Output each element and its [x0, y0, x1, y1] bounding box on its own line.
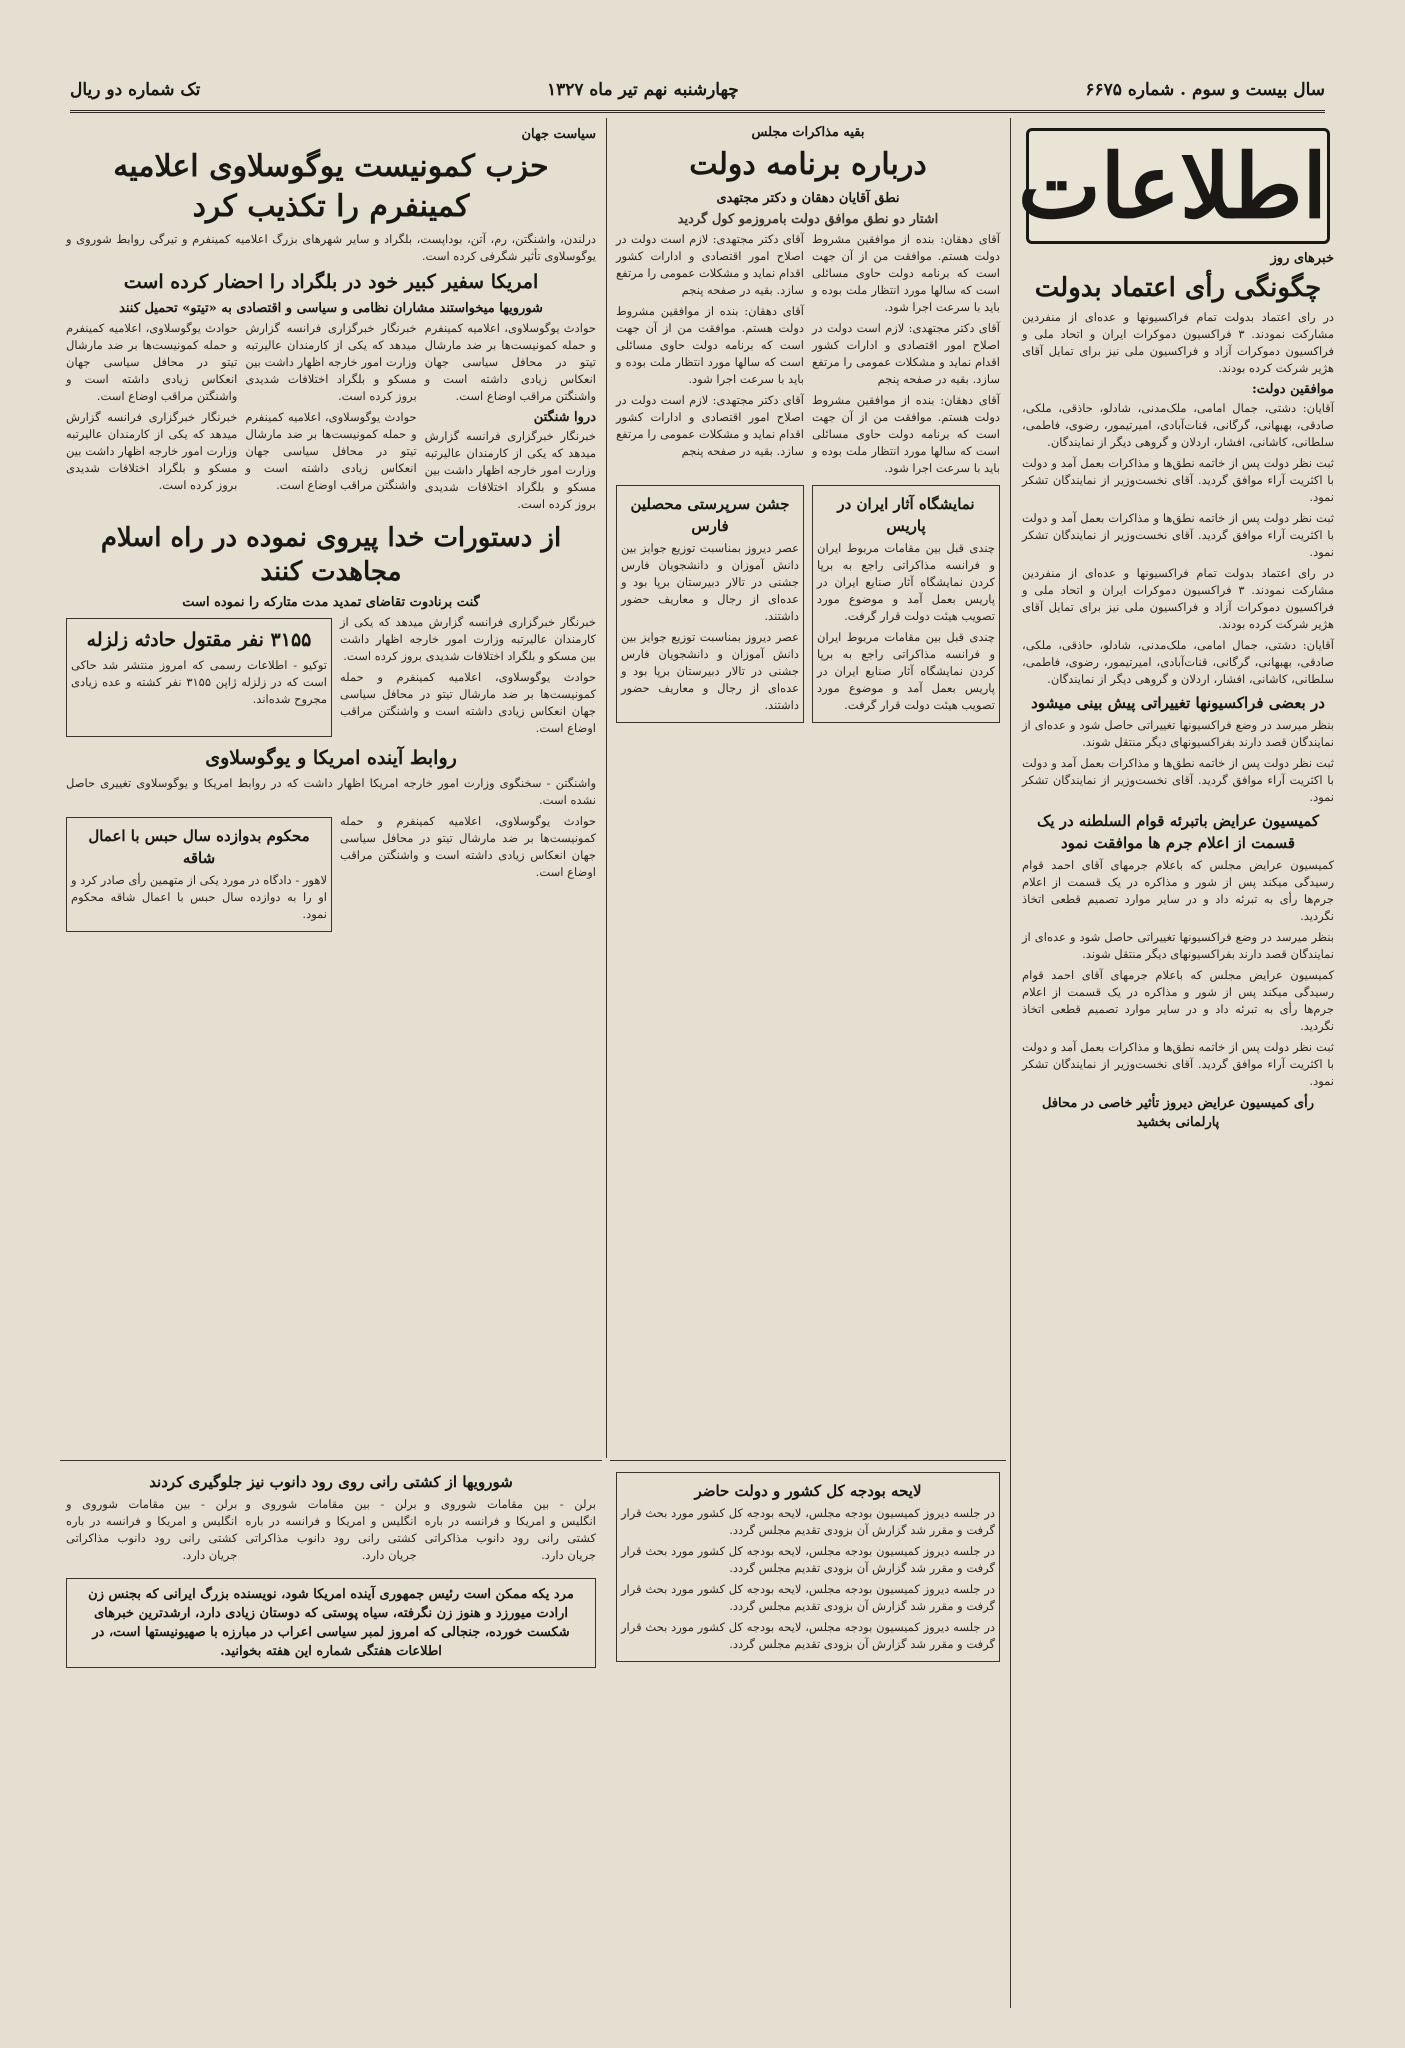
news-box	[66, 817, 332, 932]
box-body: در جلسه دیروز کمیسیون بودجه مجلس، لایحه بودجه کل کشور مورد بحث قرار گرفت و مقرر شد گزارش آن بزودی تقدیم مجلس گردد.	[621, 1506, 995, 1537]
issue-number: سال بیست و سوم . شماره ۶۶۷۵	[1085, 80, 1325, 100]
article-body: ثبت نظر دولت پس از خاتمه نطق‌ها و مذاکرات بعمل آمد و دولت با اکثریت آراء موافق گردید. آقای نخست‌وزیر از نمایندگان تشکر نمود.	[1022, 1040, 1334, 1088]
article-body: آقای دهقان: بنده از موافقین مشروط دولت هستم. موافقت من از آن جهت است که برنامه دولت حاوی مسائلی است که سالها مورد انتظار ملت بوده و باید با سرعت اجرا شود.	[812, 232, 1000, 314]
closing-line: رأی کمیسیون عرایض دیروز تأثیر خاصی در محافل پارلمانی بخشید	[1042, 1096, 1314, 1130]
box-body: در جلسه دیروز کمیسیون بودجه مجلس، لایحه بودجه کل کشور مورد بحث قرار گرفت و مقرر شد گزارش آن بزودی تقدیم مجلس گردد.	[621, 1582, 995, 1613]
news-box	[616, 1472, 1000, 1662]
article-body: آقای دکتر مجتهدی: لازم است دولت در اصلاح امور اقتصادی و ادارات کشور اقدام نماید و مشکلات عمومی را مرتفع سازد. بقیه در صفحه پنجم	[812, 321, 1000, 386]
box-body: توکیو - اطلاعات رسمی که امروز منتشر شد حاکی است که در زلزله ژاپن ۳۱۵۵ نفر کشته و عده زیادی مجروح شده‌اند.	[71, 658, 327, 706]
dateline: دروا شنگتن	[533, 410, 596, 425]
section-label: خبرهای روز	[1270, 251, 1334, 266]
headline: شورویها از کشتی رانی روی رود دانوب نیز جلوگیری کردند	[149, 1473, 513, 1491]
article-body: ثبت نظر دولت پس از خاتمه نطق‌ها و مذاکرات بعمل آمد و دولت با اکثریت آراء موافق گردید. آقای نخست‌وزیر از نمایندگان تشکر نمود.	[1022, 456, 1334, 504]
promo-box	[66, 1578, 596, 1668]
issue-price: تک شماره دو ریال	[70, 80, 201, 100]
article-body: واشنگتن - سخنگوی وزارت امور خارجه امریکا اظهار داشت که در روابط امریکا و یوگوسلاوی تغییری حاصل نشده است.	[66, 776, 596, 807]
subheadline: گنت برنادوت تقاضای تمدید مدت متارکه را نموده است	[182, 595, 480, 610]
news-box	[812, 485, 1000, 723]
article-body: ثبت نظر دولت پس از خاتمه نطق‌ها و مذاکرات بعمل آمد و دولت با اکثریت آراء موافق گردید. آقای نخست‌وزیر از نمایندگان تشکر نمود.	[1022, 511, 1334, 559]
article-body: برلن - بین مقامات شوروی و انگلیس و امریکا و فرانسه در باره کشتی رانی رود دانوب مذاکراتی جریان دارد.	[424, 1497, 596, 1562]
article-body: حوادث یوگوسلاوی، اعلامیه کمینفرم و حمله کمونیست‌ها بر ضد مارشال تیتو در محافل سیاسی جهان انعکاس زیادی داشته است و واشنگتن مراقب اوضاع است.	[66, 321, 238, 403]
subheadline: امریکا سفیر کبیر خود در بلگراد را احضار کرده است	[123, 271, 539, 293]
news-box	[616, 485, 804, 723]
three-column-text	[66, 1496, 596, 1568]
box-title: لایحه بودجه کل کشور و دولت حاضر	[694, 1482, 922, 1500]
article-body: آقایان: دشتی، جمال امامی، ملک‌مدنی، شادلو، حاذقی، ملکی، صادقی، بهبهانی، گرگانی، قنات‌آبادی، امیرتیمور، رضوی، فاطمی، سلطانی، کاشانی، افشار، اردلان و گروهی دیگر از نمایندگان.	[1022, 401, 1334, 449]
two-box-row	[616, 481, 1000, 727]
header-bar	[70, 70, 1325, 113]
article-body: ثبت نظر دولت پس از خاتمه نطق‌ها و مذاکرات بعمل آمد و دولت با اکثریت آراء موافق گردید. آقای نخست‌وزیر از نمایندگان تشکر نمود.	[1022, 756, 1334, 804]
headline: درباره برنامه دولت	[689, 147, 927, 182]
section-rule	[610, 1460, 1006, 1461]
article-body: در رای اعتماد بدولت تمام فراکسیونها و عده‌ای از منفردین مشارکت نمودند. ۳ فراکسیون دموکرات ایران و اتحاد ملی و فراکسیون دموکرات آزاد و فراکسیون ملی نیز برای تمایل آقای هژیر شرکت کرده بودند.	[1022, 310, 1335, 375]
box-title: جشن سرپرستی محصلین فارس	[630, 495, 790, 535]
article-body: درلندن، واشنگتن، رم، آتن، بوداپست، بلگراد و سایر شهرهای بزرگ اعلامیه کمینفرم و تیرگی روابط شوروی و یوگوسلاوی تأثیر شگرفی کرده است.	[66, 232, 596, 263]
article-body: خبرنگار خبرگزاری فرانسه گزارش میدهد که یکی از کارمندان عالیرتبه وزارت امور خارجه اظهار داشت بین مسکو و بلگراد اختلافات شدیدی بروز کرده است.	[66, 410, 238, 492]
quake-row	[66, 614, 596, 741]
article-body: برلن - بین مقامات شوروی و انگلیس و امریکا و فرانسه در باره کشتی رانی رود دانوب مذاکراتی جریان دارد.	[66, 1497, 238, 1562]
right-column	[1016, 118, 1340, 2008]
article-body: کمیسیون عرایض مجلس که باعلام جرمهای آقای احمد قوام رسیدگی میکند پس از شور و مذاکره در یک قسمت از اعلام جرم‌ها رأی به تبرئه داد و در سایر موارد تصمیم قطعی اتخاذ نگردید.	[1022, 968, 1334, 1033]
box-title: ۳۱۵۵ نفر مقتول حادثه زلزله	[86, 629, 312, 651]
box-body: در جلسه دیروز کمیسیون بودجه مجلس، لایحه بودجه کل کشور مورد بحث قرار گرفت و مقرر شد گزارش آن بزودی تقدیم مجلس گردد.	[621, 1544, 995, 1575]
article-body: آقای دکتر مجتهدی: لازم است دولت در اصلاح امور اقتصادی و ادارات کشور اقدام نماید و مشکلات عمومی را مرتفع سازد. بقیه در صفحه پنجم	[616, 232, 804, 297]
article-body: آقایان: دشتی، جمال امامی، ملک‌مدنی، شادلو، حاذقی، ملکی، صادقی، بهبهانی، گرگانی، قنات‌آبادی، امیرتیمور، رضوی، فاطمی، سلطانی، کاشانی، افشار، اردلان و گروهی دیگر از نمایندگان.	[1022, 638, 1334, 686]
box-body: عصر دیروز بمناسبت توزیع جوایز بین دانش آموزان و دانشجویان فارس جشنی در تالار دبیرستان برپا بود و عده‌ای از رجال و معاریف حضور داشتند.	[621, 541, 799, 623]
box-body: عصر دیروز بمناسبت توزیع جوایز بین دانش آموزان و دانشجویان فارس جشنی در تالار دبیرستان برپا بود و عده‌ای از رجال و معاریف حضور داشتند.	[621, 630, 799, 712]
left-lower	[60, 1464, 602, 2008]
subheadline: روابط آینده امریکا و یوگوسلاوی	[205, 747, 457, 769]
lead-headline: چگونگی رأی اعتماد بدولت	[1034, 273, 1322, 303]
subhead-label: موافقین دولت:	[1251, 382, 1334, 397]
article-body: برلن - بین مقامات شوروی و انگلیس و امریکا و فرانسه در باره کشتی رانی رود دانوب مذاکراتی جریان دارد.	[245, 1497, 417, 1562]
article-body: حوادث یوگوسلاوی، اعلامیه کمینفرم و حمله کمونیست‌ها بر ضد مارشال تیتو در محافل سیاسی جهان انعکاس زیادی داشته است و واشنگتن مراقب اوضاع است.	[245, 410, 417, 492]
section-label: سیاست جهان	[521, 127, 596, 142]
two-column-text	[616, 231, 1000, 481]
article-body: خبرنگار خبرگزاری فرانسه گزارش میدهد که یکی از کارمندان عالیرتبه وزارت امور خارجه اظهار داشت بین مسکو و بلگراد اختلافات شدیدی بروز کرده است.	[245, 321, 417, 403]
box-title: محکوم بدوازده سال حبس با اعمال شاقه	[88, 827, 310, 867]
column-rule	[606, 118, 607, 1458]
article-body: کمیسیون عرایض مجلس که باعلام جرمهای آقای احمد قوام رسیدگی میکند پس از شور و مذاکره در یک قسمت از اعلام جرم‌ها رأی به تبرئه داد و در سایر موارد تصمیم قطعی اتخاذ نگردید.	[1022, 858, 1334, 923]
box-body: لاهور - دادگاه در مورد یکی از متهمین رأی صادر کرد و او را به دوازده سال حبس با اعمال شاقه محکوم نمود.	[71, 873, 327, 921]
middle-column	[610, 118, 1006, 1458]
left-column	[60, 118, 602, 1458]
kicker: بقیه مذاکرات مجلس	[751, 125, 865, 140]
article-body: در رای اعتماد بدولت تمام فراکسیونها و عده‌ای از منفردین مشارکت نمودند. ۳ فراکسیون دموکرات ایران و اتحاد ملی و فراکسیون دموکرات آزاد و فراکسیون ملی نیز برای تمایل آقای هژیر شرکت کرده بودند.	[1022, 566, 1335, 631]
section-rule	[60, 1460, 602, 1461]
box-body: چندی قبل بین مقامات مربوط ایران و فرانسه مذاکراتی راجع به برپا کردن نمایشگاه آثار صنایع ایران در پاریس بعمل آمد و موضوع مورد تصویب هیئت دولت قرار گرفت.	[817, 630, 995, 712]
subheadline: نطق آقایان دهقان و دکتر مجتهدی	[716, 191, 900, 206]
box-body: چندی قبل بین مقامات مربوط ایران و فرانسه مذاکراتی راجع به برپا کردن نمایشگاه آثار صنایع ایران در پاریس بعمل آمد و موضوع مورد تصویب هیئت دولت قرار گرفت.	[817, 541, 995, 623]
column-rule	[1010, 118, 1011, 2008]
promo-text: مرد یکه ممکن است رئیس جمهوری آینده امریکا شود، نویسنده بزرگ ایرانی که بجنس زن ارادت میورزد و هنوز زن نگرفته، سیاه پوستی که دوستان زیادی دارد، ارشدترین خبرهای شکست خورده، جنجالی که امروز لمبر سیاسی اعراب در مبارزه با صهیونیستها است، در اطلاعات هفتگی شماره این هفته بخوانید.	[88, 1587, 574, 1659]
bottom-row	[66, 813, 596, 936]
article-body: خبرنگار خبرگزاری فرانسه گزارش میدهد که یکی از کارمندان عالیرتبه وزارت امور خارجه اظهار داشت بین مسکو و بلگراد اختلافات شدیدی بروز کرده است.	[340, 615, 596, 663]
subhead: در بعضی فراکسیونها تغییراتی پیش بینی میشود	[1031, 694, 1325, 712]
headline: حزب کمونیست یوگوسلاوی اعلامیه کمینفرم را تکذیب کرد	[113, 149, 549, 224]
article-body: حوادث یوگوسلاوی، اعلامیه کمینفرم و حمله کمونیست‌ها بر ضد مارشال تیتو در محافل سیاسی جهان انعکاس زیادی داشته است و واشنگتن مراقب اوضاع است.	[340, 670, 596, 735]
subheadline: شورویها میخواستند مشاران نظامی و سیاسی و اقتصادی به «تیتو» تحمیل کنند	[119, 301, 543, 316]
article-body: بنظر میرسد در وضع فراکسیونها تغییراتی حاصل شود و عده‌ای از نمایندگان قصد دارند بفراکسیونهای دیگر منتقل شوند.	[1022, 718, 1334, 749]
news-box	[66, 618, 332, 737]
article-body: خبرنگار خبرگزاری فرانسه گزارش میدهد که یکی از کارمندان عالیرتبه وزارت امور خارجه اظهار داشت بین مسکو و بلگراد اختلافات شدیدی بروز کرده است.	[424, 429, 596, 511]
subhead: کمیسیون عرایض باتبرئه قوام السلطنه در یک قسمت از اعلام جرم ها موافقت نمود	[1036, 812, 1320, 852]
article-body: آقای دکتر مجتهدی: لازم است دولت در اصلاح امور اقتصادی و ادارات کشور اقدام نماید و مشکلات عمومی را مرتفع سازد. بقیه در صفحه پنجم	[616, 393, 804, 458]
three-column-text	[66, 320, 596, 517]
box-body: در جلسه دیروز کمیسیون بودجه مجلس، لایحه بودجه کل کشور مورد بحث قرار گرفت و مقرر شد گزارش آن بزودی تقدیم مجلس گردد.	[621, 1620, 995, 1651]
middle-lower	[610, 1464, 1006, 2008]
article-body: حوادث یوگوسلاوی، اعلامیه کمینفرم و حمله کمونیست‌ها بر ضد مارشال تیتو در محافل سیاسی جهان انعکاس زیادی داشته است و واشنگتن مراقب اوضاع است.	[424, 321, 596, 403]
box-title: نمایشگاه آثار ایران در پاریس	[837, 495, 975, 535]
article-body: آقای دهقان: بنده از موافقین مشروط دولت هستم. موافقت من از آن جهت است که برنامه دولت حاوی مسائلی است که سالها مورد انتظار ملت بوده و باید با سرعت اجرا شود.	[812, 393, 1000, 475]
issue-date: چهارشنبه نهم تیر ماه ۱۳۲۷	[546, 80, 739, 100]
deck: اشتار دو نطق موافق دولت بامروزمو کول گردید	[677, 212, 939, 227]
article-body: آقای دهقان: بنده از موافقین مشروط دولت هستم. موافقت من از آن جهت است که برنامه دولت حاوی مسائلی است که سالها مورد انتظار ملت بوده و باید با سرعت اجرا شود.	[616, 304, 804, 386]
article-body: بنظر میرسد در وضع فراکسیونها تغییراتی حاصل شود و عده‌ای از نمایندگان قصد دارند بفراکسیونهای دیگر منتقل شوند.	[1022, 930, 1334, 961]
headline: از دستورات خدا پیروی نموده در راه اسلام مجاهدت کنند	[100, 523, 562, 587]
article-body: حوادث یوگوسلاوی، اعلامیه کمینفرم و حمله کمونیست‌ها بر ضد مارشال تیتو در محافل سیاسی جهان انعکاس زیادی داشته است و واشنگتن مراقب اوضاع است.	[340, 814, 596, 879]
masthead-logo: اطلاعات	[1026, 128, 1330, 244]
